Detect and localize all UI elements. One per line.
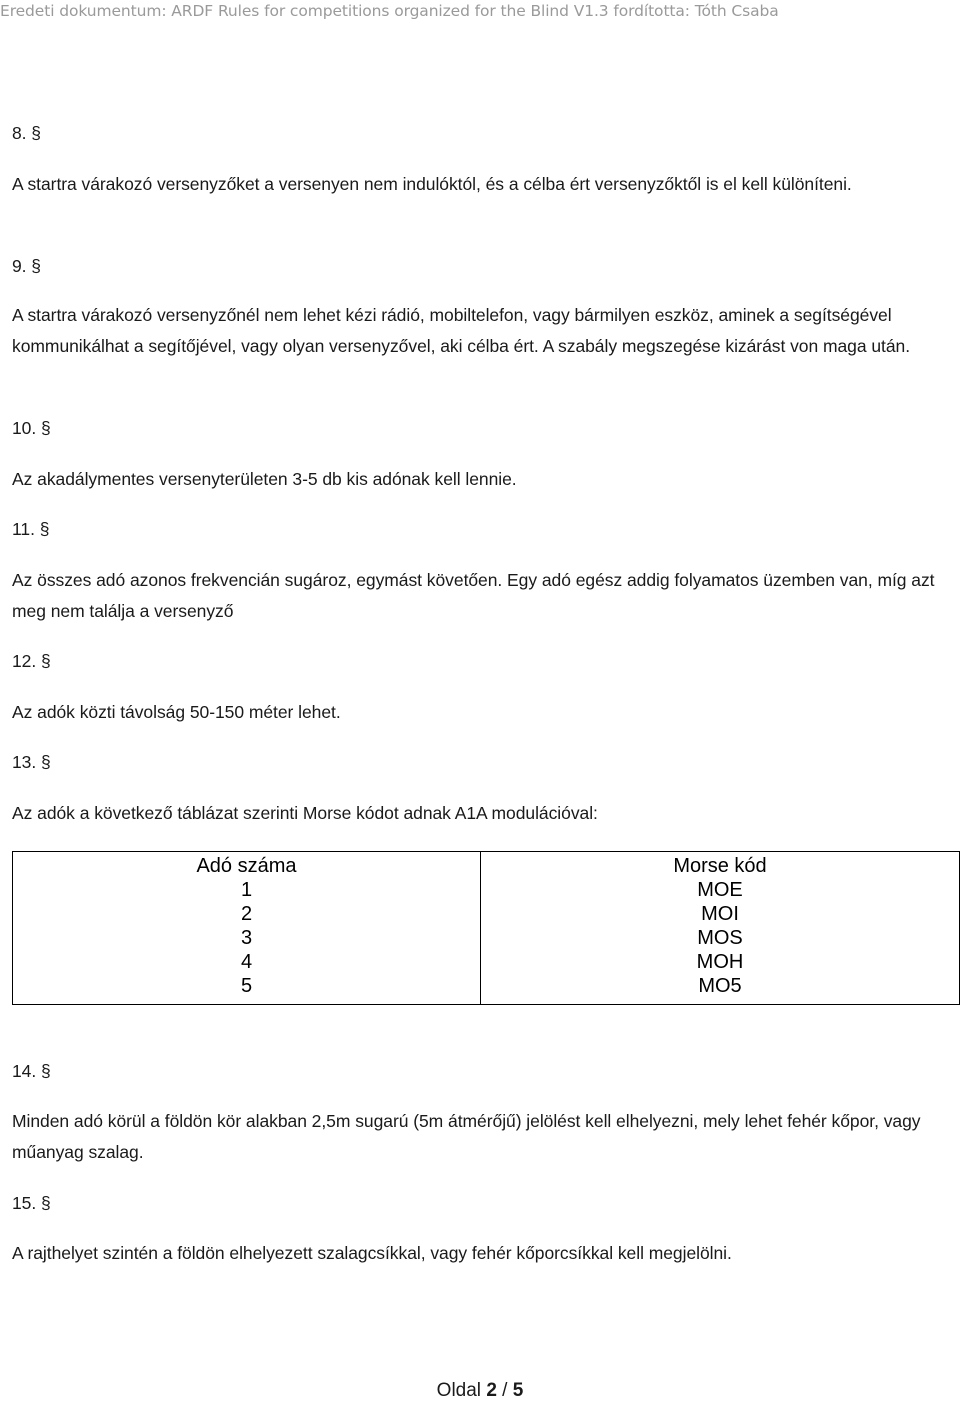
table-row [13,878,960,902]
section-number-8: 8. § [12,123,41,143]
transmitter-number-cell: 1 [13,878,481,902]
section-text-14: Minden adó körül a földön kör alakban 2,5m sugarú (5m átmérőjű) jelölést kell elhelyezni, mely lehet fehér kőpor, vagy műanyag szalag. [12,1111,921,1162]
table-row [13,926,960,950]
section-text-13: Az adók a következő táblázat szerinti Morse kódot adnak A1A modulációval: [12,803,598,823]
table-row [13,950,960,974]
morse-code-cell: MOE [481,878,960,902]
column-header-transmitter-number: Adó száma [13,852,481,879]
section-text-9: A startra várakozó versenyzőnél nem lehet kézi rádió, mobiltelefon, vagy bármilyen eszköz, aminek a segítségével kommunikálhat a segítőjével, vagy olyan versenyzővel, aki célba ért. A szabály megszegése kizárást von maga után. [12,305,911,356]
transmitter-number-cell: 2 [13,902,481,926]
section-number-15: 15. § [12,1193,51,1213]
section-text-8: A startra várakozó versenyzőket a versenyen nem indulóktól, és a célba ért versenyzőktől is el kell különíteni. [12,174,852,194]
column-header-morse-code: Morse kód [481,852,960,879]
section-number-12: 12. § [12,651,51,671]
page-label: Oldal [436,1380,482,1401]
section-text-11: Az összes adó azonos frekvencián sugároz, egymást követően. Egy adó egész addig folyamatos üzemben van, míg azt meg nem találja a versenyző [12,570,935,621]
current-page-number: 2 [486,1380,497,1401]
table-row [13,974,960,1005]
document-header: Eredeti dokumentum: ARDF Rules for competitions organized for the Blind V1.3 fordította: Tóth Csaba [0,2,779,20]
table-row [13,902,960,926]
section-text-15: A rajthelyet szintén a földön elhelyezett szalagcsíkkal, vagy fehér kőporcsíkkal kell megjelölni. [12,1243,732,1263]
section-text-12: Az adók közti távolság 50-150 méter lehet. [12,702,341,722]
section-number-10: 10. § [12,418,51,438]
transmitter-number-cell: 5 [13,974,481,1005]
table-header-row [13,852,960,879]
page-separator: / [502,1380,508,1401]
section-number-11: 11. § [12,519,50,539]
morse-code-cell: MO5 [481,974,960,1005]
transmitter-number-cell: 4 [13,950,481,974]
section-number-9: 9. § [12,256,41,276]
section-number-14: 14. § [12,1061,51,1081]
section-number-13: 13. § [12,752,51,772]
page-footer [0,1380,960,1402]
morse-code-cell: MOI [481,902,960,926]
morse-code-table [12,851,960,1005]
section-text-10: Az akadálymentes versenyterületen 3-5 db kis adónak kell lennie. [12,469,517,489]
transmitter-number-cell: 3 [13,926,481,950]
morse-code-cell: MOH [481,950,960,974]
morse-code-cell: MOS [481,926,960,950]
total-page-count: 5 [512,1380,524,1401]
